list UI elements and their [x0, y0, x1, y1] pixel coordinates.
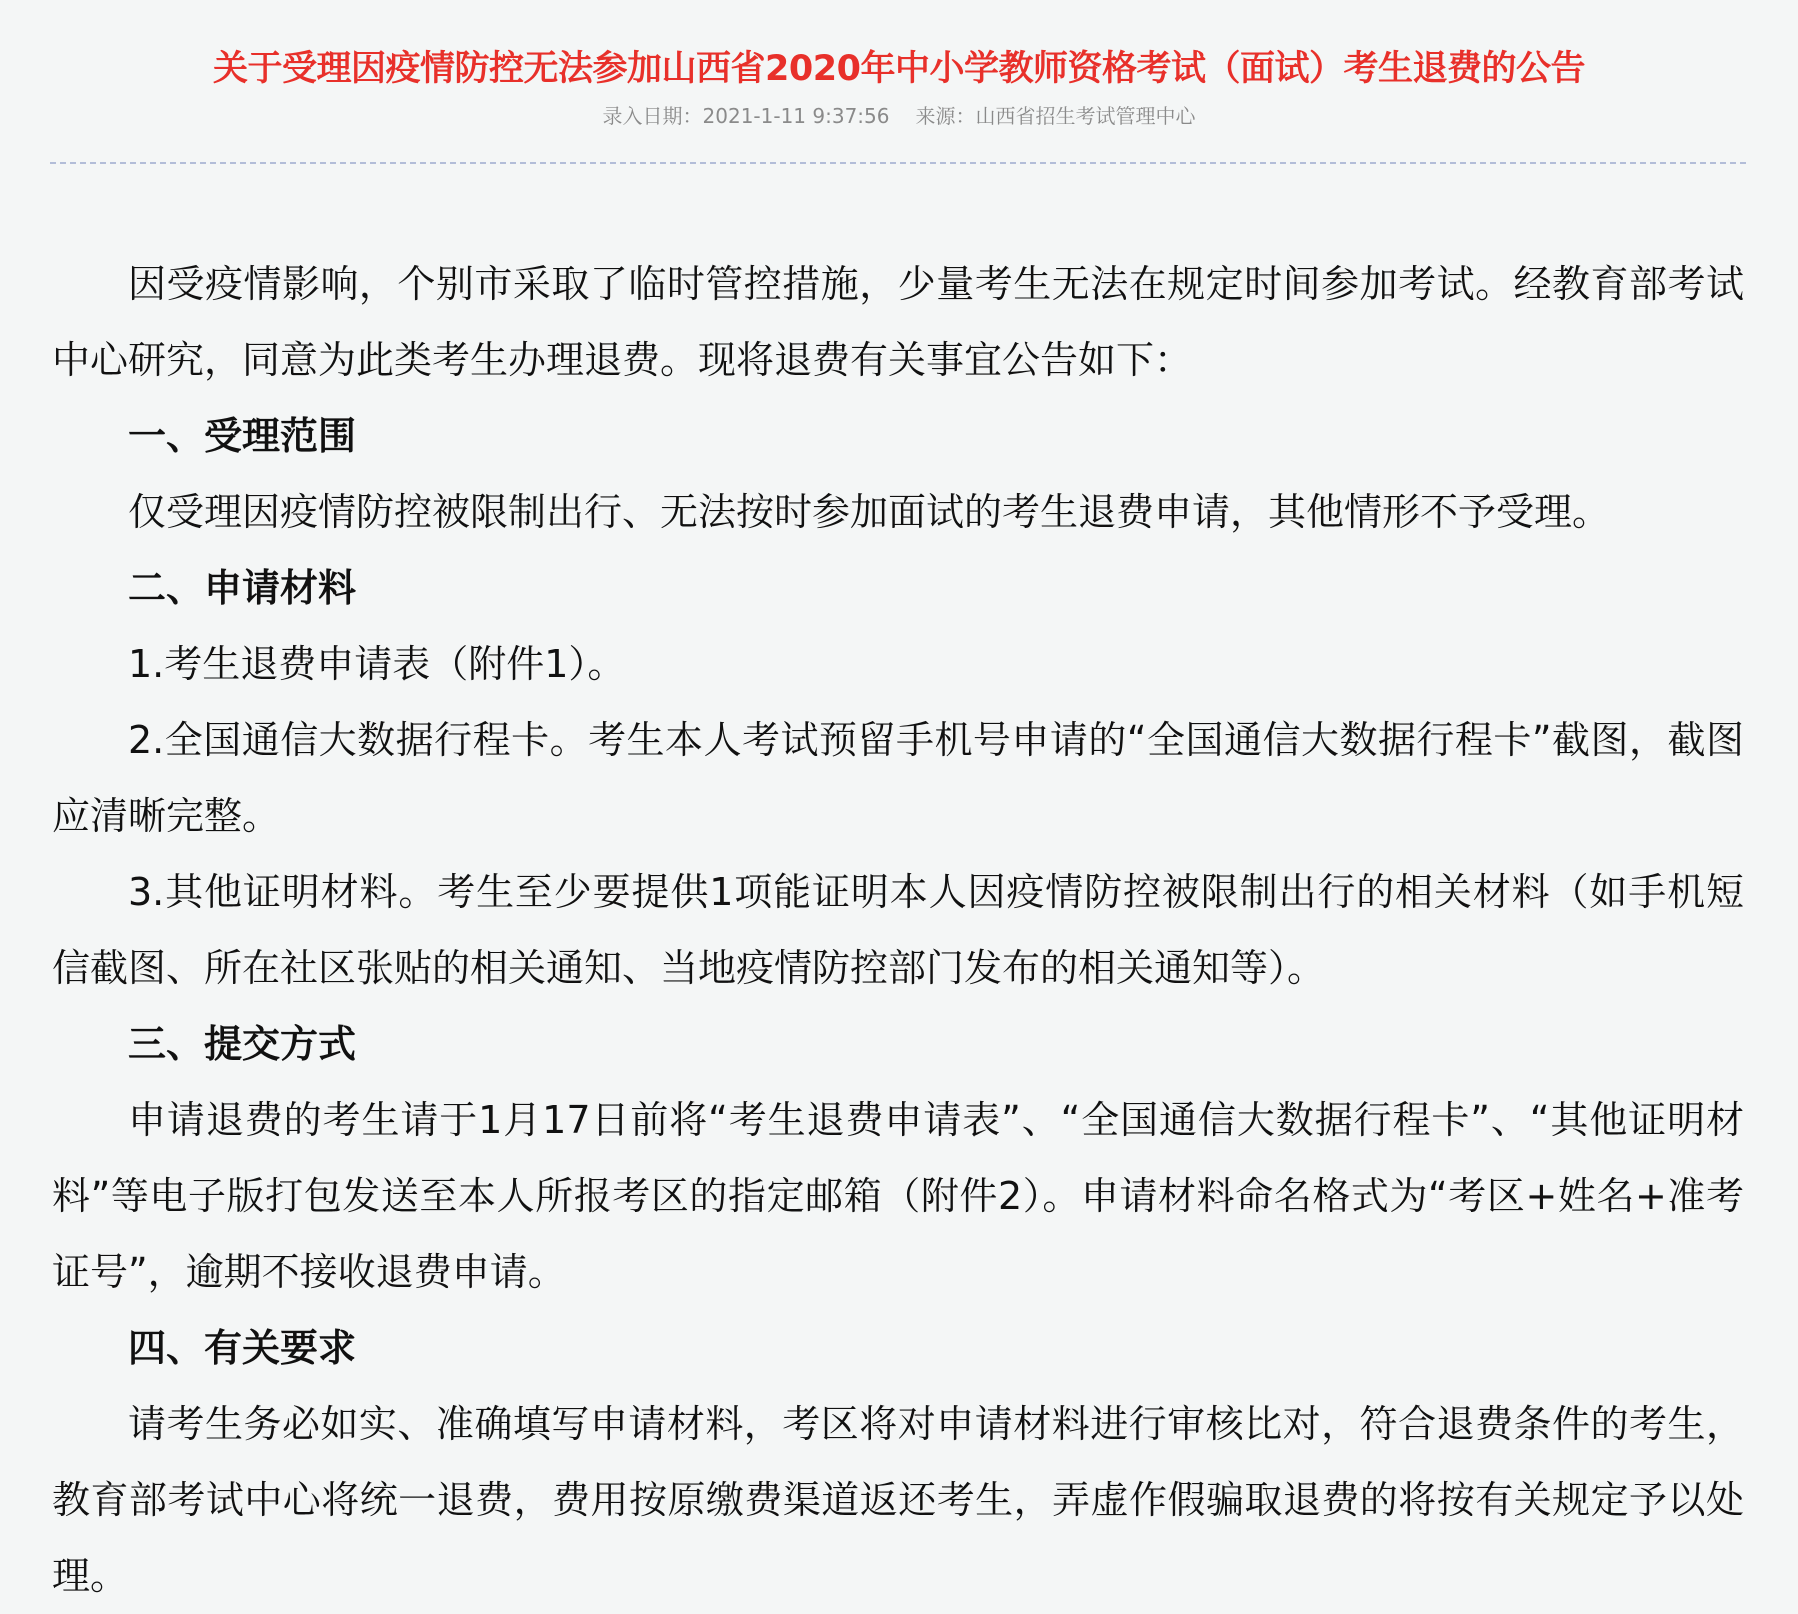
materials-item-1	[52, 626, 1744, 702]
requirements-paragraph	[52, 1386, 1744, 1614]
paragraph-line: 证号”，逾期不接收退费申请。	[52, 1250, 566, 1294]
date-value: 2021-1-11 9:37:56	[702, 104, 890, 128]
source-label: 来源：	[915, 104, 976, 128]
paragraph-line: 2.全国通信大数据行程卡。考生本人考试预留手机号申请的“全国通信大数据行程卡”截图，截图	[128, 718, 1744, 762]
materials-item-2	[52, 702, 1744, 854]
paragraph-line: 请考生务必如实、准确填写申请材料，考区将对申请材料进行审核比对，符合退费条件的考生，	[128, 1402, 1744, 1446]
paragraph-line: 仅受理因疫情防控被限制出行、无法按时参加面试的考生退费申请，其他情形不予受理。	[128, 490, 1611, 534]
paragraph-line: 应清晰完整。	[52, 794, 281, 838]
section-heading-scope: 一、受理范围	[128, 414, 357, 458]
materials-item-3	[52, 854, 1744, 1006]
section-heading-materials: 二、申请材料	[128, 566, 357, 610]
source-value: 山西省招生考试管理中心	[975, 104, 1196, 128]
paragraph-line: 信截图、所在社区张贴的相关通知、当地疫情防控部门发布的相关通知等）。	[52, 946, 1326, 990]
paragraph-line: 因受疫情影响，个别市采取了临时管控措施，少量考生无法在规定时间参加考试。经教育部考试	[128, 262, 1744, 306]
paragraph-line: 理。	[52, 1554, 129, 1598]
paragraph-line: 1.考生退费申请表（附件1）。	[128, 642, 626, 686]
paragraph-line: 中心研究，同意为此类考生办理退费。现将退费有关事宜公告如下：	[52, 338, 1193, 382]
article-title: 关于受理因疫情防控无法参加山西省2020年中小学教师资格考试（面试）考生退费的公告	[213, 49, 1585, 90]
intro-paragraph	[52, 246, 1744, 398]
dashed-divider	[50, 162, 1746, 164]
paragraph-line: 申请退费的考生请于1月17日前将“考生退费申请表”、“全国通信大数据行程卡”、“其他证明材	[128, 1098, 1744, 1142]
article-body	[52, 246, 1744, 1614]
section-heading-submission: 三、提交方式	[128, 1022, 357, 1066]
paragraph-line: 料”等电子版打包发送至本人所报考区的指定邮箱（附件2）。申请材料命名格式为“考区+姓名+准考	[52, 1174, 1744, 1218]
article-meta	[0, 103, 1798, 129]
section-scope-paragraph	[52, 474, 1744, 550]
section-heading-requirements: 四、有关要求	[128, 1326, 357, 1370]
date-label: 录入日期：	[602, 104, 703, 128]
submission-paragraph	[52, 1082, 1744, 1310]
paragraph-line: 3.其他证明材料。考生至少要提供1项能证明本人因疫情防控被限制出行的相关材料（如手机短	[128, 870, 1744, 914]
paragraph-line: 教育部考试中心将统一退费，费用按原缴费渠道返还考生，弄虚作假骗取退费的将按有关规定予以处	[52, 1478, 1744, 1522]
